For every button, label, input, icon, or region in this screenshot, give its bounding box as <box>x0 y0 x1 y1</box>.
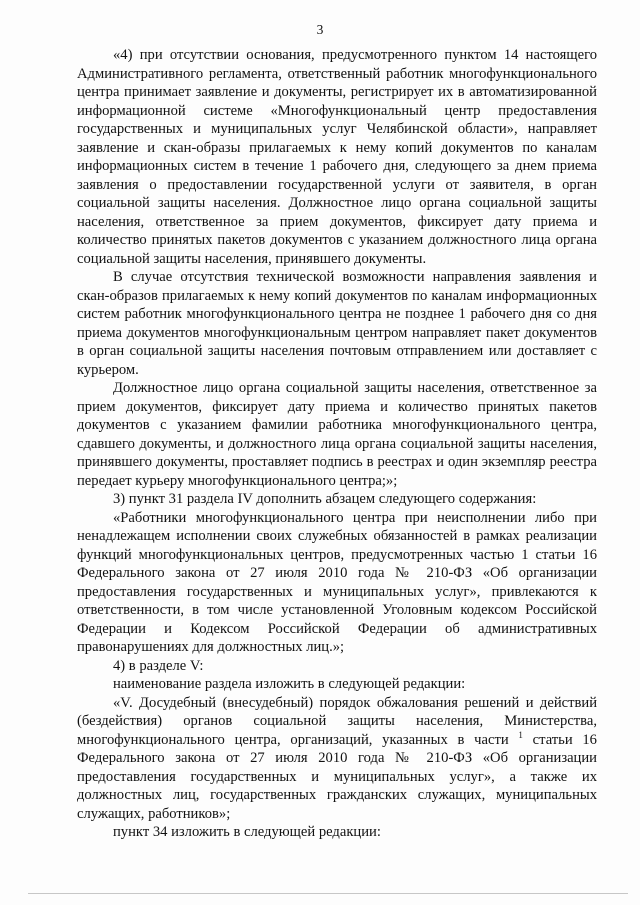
page-number: 3 <box>316 22 324 37</box>
paragraph-point-34: пункт 34 изложить в следующей редакции: <box>113 824 381 840</box>
page-bottom-edge <box>28 893 628 894</box>
section-v-title-end: статьи 16 Федерального закона от 27 июля 2010 года № 210-ФЗ «Об организации предоставления государственных и муниципальных услуг», а также их должностных лиц, государственных гражданских служащих, муниципальных служащих, работников»; <box>77 731 597 822</box>
paragraph-official-receipt: Должностное лицо органа социальной защиты населения, ответственное за прием документов, фиксирует дату приема и количество принятых пакетов документов с указанием фамилии работника многофункционального центра, сдавшего документы, и должностного лица органа социальной защиты населения, принявшего документы, проставляет подпись в реестрах и один экземпляр реестра передает курьеру многофункционального центра;»; <box>77 380 597 489</box>
paragraph-item-4: «4) при отсутствии основания, предусмотренного пунктом 14 настоящего Административного регламента, ответственный работник многофункционального центра принимает заявление и документы, регистрирует их в автоматизированной информационной системе «Многофункциональный центр предоставления государственных и муниципальных услуг Челябинской области», направляет заявление и скан-образы прилагаемых к нему копий документов по каналам информационных систем в течение 1 рабочего дня, следующего за днем приема заявления о предоставлении государственной услуги от заявителя, в орган социальной защиты населения. Должностное лицо органа социальной защиты населения, ответственное за прием документов, фиксирует дату приема и количество принятых пакетов документов с указанием должностного лица органа социальной защиты населения, принявшего документы. <box>77 47 597 267</box>
section-v-title-start: «V. Досудебный (внесудебный) порядок обжалования решений и действий (бездействия) органов социальной защиты населения, Министерства, многофункционального центра, организаций, указанных в части <box>77 694 597 748</box>
paragraph-no-technical-possibility: В случае отсутствия технической возможности направления заявления и скан-образов прилагаемых к нему копий документов по каналам информационных систем работник многофункционального центра не позднее 1 рабочего дня со дня приема документов многофункциональным центром направляет пакет документов в орган социальной защиты населения почтовым отправлением или доставляет с курьером. <box>77 269 597 378</box>
paragraph-section-name: наименование раздела изложить в следующей редакции: <box>113 676 466 692</box>
paragraph-section-v: 4) в разделе V: <box>113 657 204 674</box>
superscript-one: 1 <box>518 729 523 740</box>
paragraph-point-31: 3) пункт 31 раздела IV дополнить абзацем следующего содержания: <box>113 491 537 507</box>
paragraph-mfc-responsibility: «Работники многофункционального центра при неисполнении либо при ненадлежащем исполнении своих служебных обязанностей в рамках реализации функций многофункциональных центров, предусмотренных частью 1 статьи 16 Федерального закона от 27 июля 2010 года № 210-ФЗ «Об организации предоставления государственных и муниципальных услуг», привлекаются к ответственности, в том числе установленной Уголовным кодексом Российской Федерации и Кодексом Российской Федерации об административных правонарушениях для должностных лиц.»; <box>77 509 597 655</box>
document-body <box>77 46 597 842</box>
paragraph-section-v-title <box>77 694 597 824</box>
